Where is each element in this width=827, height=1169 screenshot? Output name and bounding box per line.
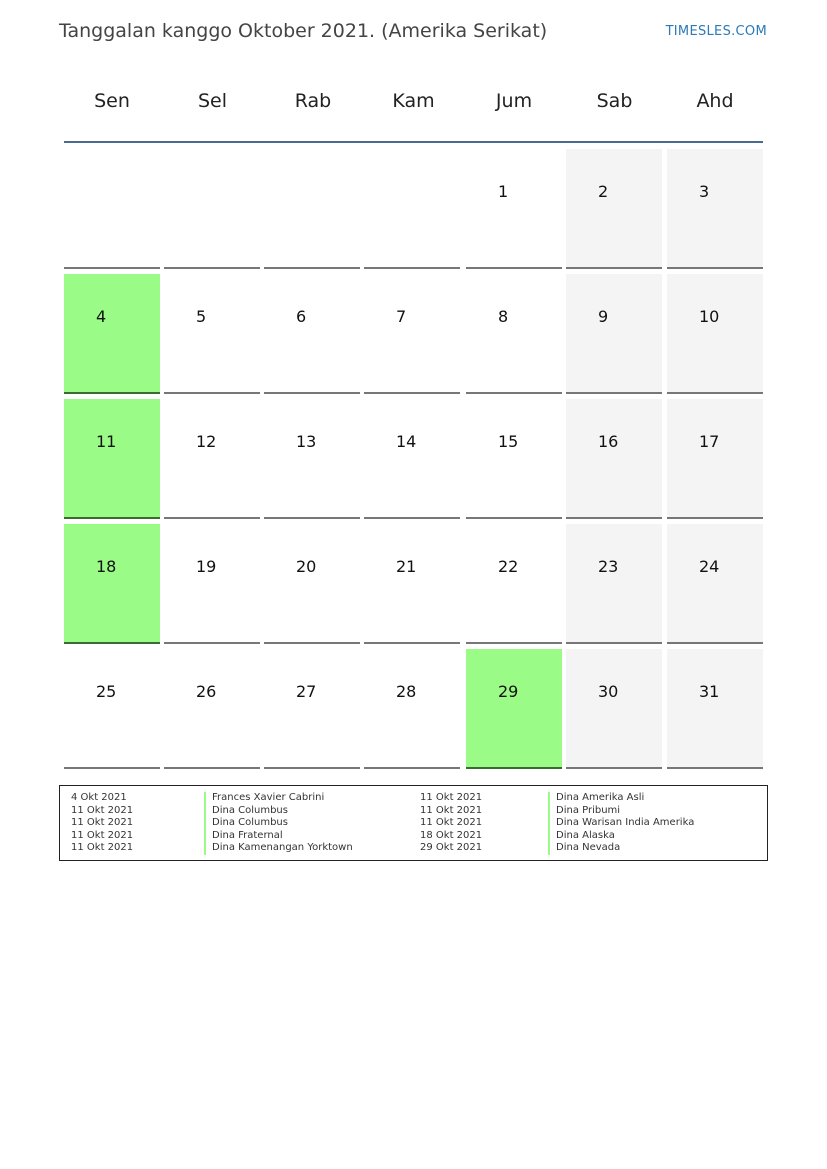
- day-number: 27: [296, 682, 317, 701]
- holiday-name: Dina Kamenangan Yorktown: [204, 842, 353, 855]
- holiday-date: 11 Okt 2021: [420, 792, 483, 803]
- brand-link[interactable]: TIMESLES.COM: [665, 24, 767, 39]
- calendar-day-cell: [566, 649, 662, 769]
- calendar-day-cell: [466, 274, 562, 394]
- day-number: 28: [396, 682, 417, 701]
- day-number: 23: [598, 557, 619, 576]
- holiday-name: Dina Warisan India Amerika: [548, 817, 694, 830]
- holiday-list: [59, 785, 768, 861]
- calendar-day-cell: [264, 274, 360, 394]
- day-number: 8: [498, 307, 509, 326]
- day-number: 9: [598, 307, 609, 326]
- calendar-cell-empty: [164, 149, 260, 269]
- day-number: 2: [598, 182, 609, 201]
- day-number: 25: [96, 682, 117, 701]
- day-number: 7: [396, 307, 407, 326]
- holiday-date: 4 Okt 2021: [71, 792, 127, 803]
- holiday-name: Dina Amerika Asli: [548, 792, 694, 805]
- calendar-day-cell: [566, 274, 662, 394]
- calendar-day-cell: [364, 649, 460, 769]
- holiday-date: 11 Okt 2021: [420, 804, 483, 816]
- calendar-day-cell: [164, 274, 260, 394]
- calendar-day-cell: [64, 399, 160, 519]
- holiday-name: Frances Xavier Cabrini: [204, 792, 353, 805]
- day-number: 18: [96, 557, 117, 576]
- calendar-day-cell: [566, 524, 662, 644]
- calendar-day-cell: [264, 649, 360, 769]
- holiday-name: Dina Alaska: [548, 830, 694, 843]
- calendar-day-cell: [466, 649, 562, 769]
- holiday-date: 11 Okt 2021: [420, 817, 483, 828]
- day-number: 4: [96, 307, 107, 326]
- day-number: 13: [296, 432, 317, 451]
- holiday-date: 29 Okt 2021: [420, 842, 483, 853]
- weekday-label: Rab: [294, 90, 332, 112]
- holiday-date: 11 Okt 2021: [71, 829, 134, 841]
- calendar-day-cell: [466, 149, 562, 269]
- calendar-day-cell: [667, 649, 763, 769]
- day-number: 16: [598, 432, 619, 451]
- calendar-day-cell: [364, 399, 460, 519]
- day-number: 29: [498, 682, 519, 701]
- day-number: 19: [196, 557, 217, 576]
- calendar-day-cell: [466, 399, 562, 519]
- calendar-cell-empty: [364, 149, 460, 269]
- day-number: 14: [396, 432, 417, 451]
- weekday-label: Ahd: [696, 90, 734, 112]
- day-number: 3: [699, 182, 710, 201]
- holiday-date: 11 Okt 2021: [71, 842, 134, 853]
- holiday-names-right: [548, 792, 694, 855]
- holiday-name: Dina Columbus: [204, 817, 353, 830]
- holiday-name: Dina Fraternal: [204, 830, 353, 843]
- day-number: 6: [296, 307, 307, 326]
- calendar-day-cell: [264, 524, 360, 644]
- calendar-day-cell: [364, 274, 460, 394]
- day-number: 12: [196, 432, 217, 451]
- calendar-day-cell: [164, 524, 260, 644]
- calendar-day-cell: [667, 274, 763, 394]
- day-number: 24: [699, 557, 720, 576]
- holiday-name: Dina Nevada: [548, 842, 694, 855]
- calendar-day-cell: [164, 649, 260, 769]
- calendar-day-cell: [667, 149, 763, 269]
- calendar-day-cell: [566, 149, 662, 269]
- weekday-label: Sen: [94, 90, 130, 112]
- weekday-label: Kam: [392, 90, 435, 112]
- calendar-day-cell: [164, 399, 260, 519]
- weekday-label: Sel: [197, 90, 228, 112]
- day-number: 22: [498, 557, 519, 576]
- page-title: Tanggalan kanggo Oktober 2021. (Amerika Serikat): [59, 20, 548, 42]
- calendar-day-cell: [466, 524, 562, 644]
- calendar-day-cell: [64, 649, 160, 769]
- day-number: 20: [296, 557, 317, 576]
- calendar-day-cell: [667, 524, 763, 644]
- calendar-cell-empty: [64, 149, 160, 269]
- holiday-date: 18 Okt 2021: [420, 829, 483, 841]
- calendar-cell-empty: [264, 149, 360, 269]
- day-number: 11: [96, 432, 117, 451]
- weekday-label: Jum: [495, 90, 533, 112]
- holiday-date: 11 Okt 2021: [71, 817, 134, 828]
- day-number: 10: [699, 307, 720, 326]
- day-number: 5: [196, 307, 207, 326]
- calendar-day-cell: [64, 274, 160, 394]
- calendar-day-cell: [566, 399, 662, 519]
- calendar-day-cell: [64, 524, 160, 644]
- calendar-day-cell: [264, 399, 360, 519]
- day-number: 15: [498, 432, 519, 451]
- holiday-dates-left: [71, 792, 133, 855]
- holiday-name: Dina Pribumi: [548, 805, 694, 818]
- holiday-name: Dina Columbus: [204, 805, 353, 818]
- day-number: 31: [699, 682, 720, 701]
- holiday-date: 11 Okt 2021: [71, 804, 134, 816]
- day-number: 30: [598, 682, 619, 701]
- weekday-label: Sab: [596, 90, 633, 112]
- day-number: 26: [196, 682, 217, 701]
- calendar-day-cell: [667, 399, 763, 519]
- holiday-dates-right: [420, 792, 482, 855]
- calendar-day-cell: [364, 524, 460, 644]
- holiday-names-left: [204, 792, 353, 855]
- day-number: 17: [699, 432, 720, 451]
- day-number: 21: [396, 557, 417, 576]
- day-number: 1: [498, 182, 509, 201]
